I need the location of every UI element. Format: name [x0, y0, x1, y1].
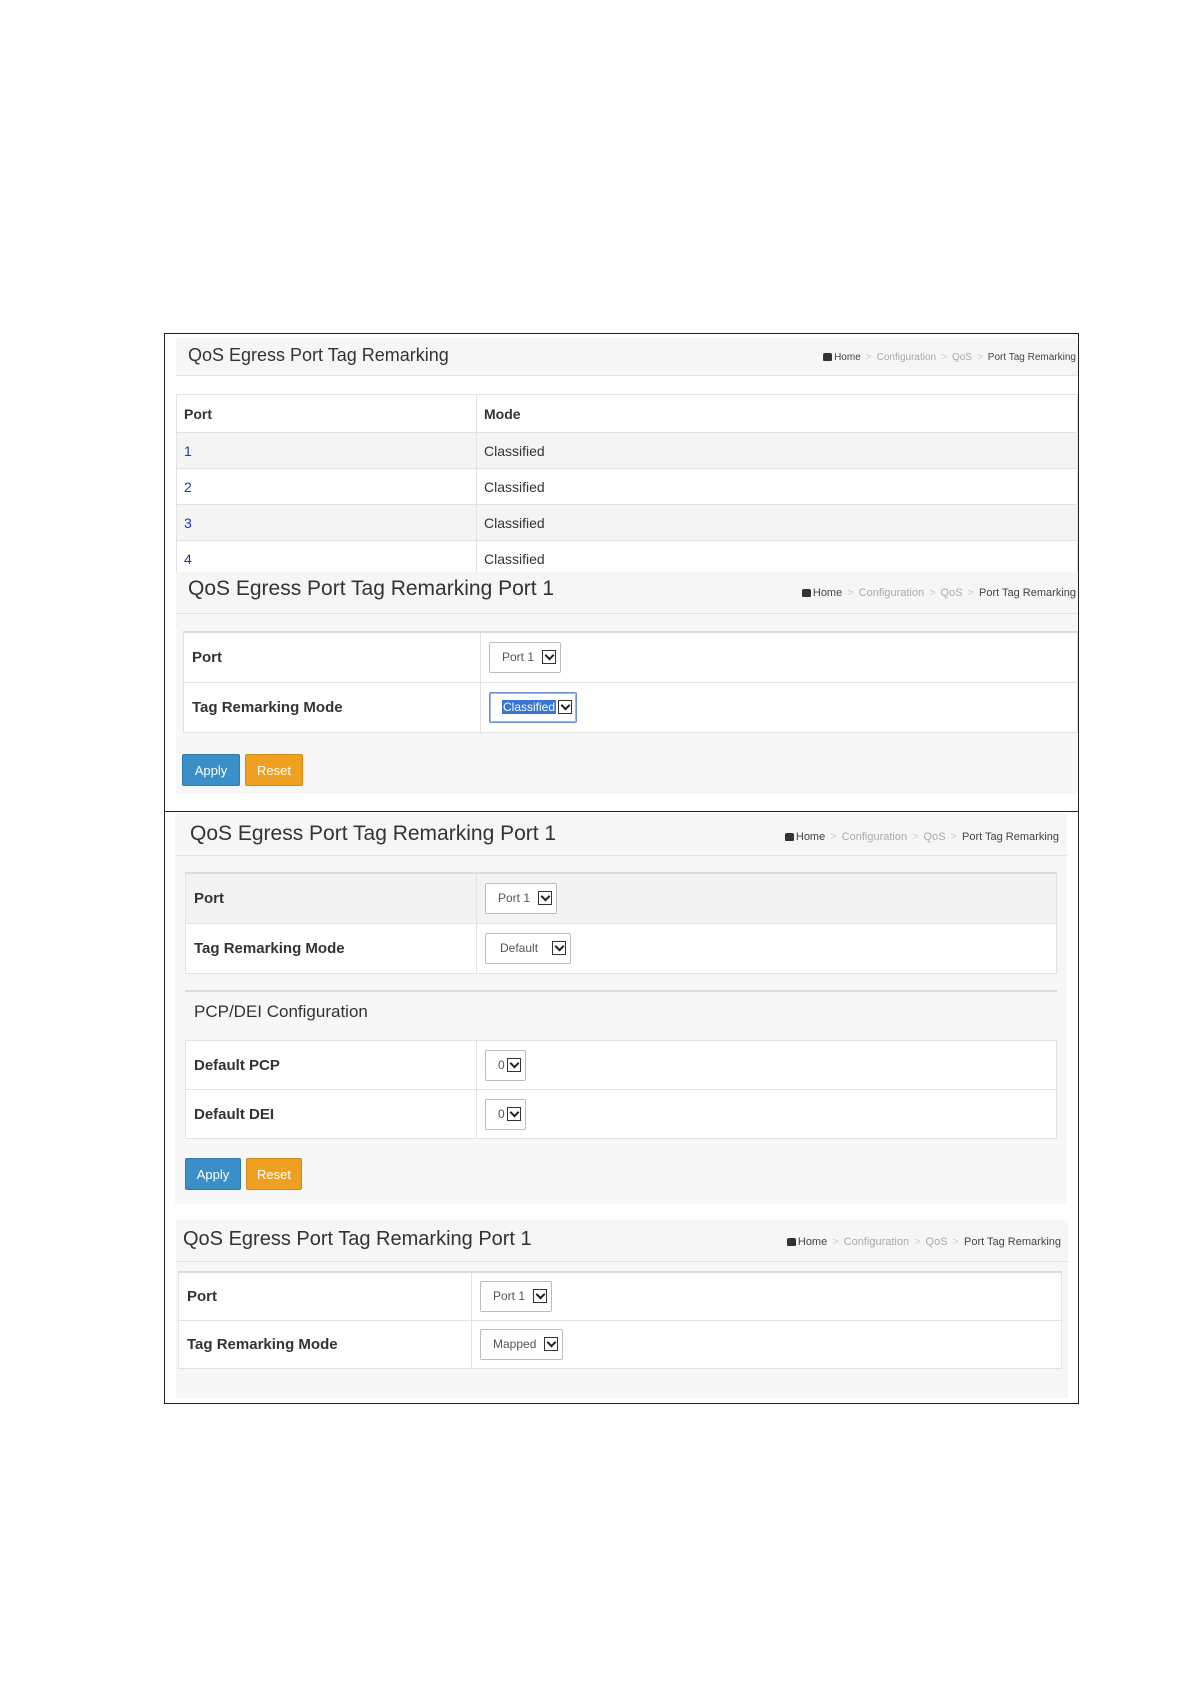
- form-row-port: [179, 1272, 1062, 1320]
- breadcrumb-qos[interactable]: QoS: [925, 1236, 948, 1248]
- port-config-form: [183, 631, 1078, 733]
- chevron-down-icon: [507, 1107, 521, 1121]
- table-row: [177, 469, 1078, 505]
- page-title: QoS Egress Port Tag Remarking Port 1: [188, 577, 555, 600]
- port-select[interactable]: [489, 642, 561, 673]
- port-select[interactable]: [485, 883, 557, 914]
- default-pcp-select[interactable]: [485, 1050, 526, 1081]
- breadcrumb-current: Port Tag Remarking: [978, 587, 1076, 599]
- apply-button[interactable]: Apply: [182, 754, 240, 786]
- pcp-dei-section-header: [185, 990, 1057, 1040]
- default-dei-select[interactable]: [485, 1099, 526, 1130]
- port-select-value: Port 1: [502, 650, 535, 665]
- apply-button[interactable]: Apply: [185, 1158, 241, 1190]
- reset-button[interactable]: Reset: [246, 1158, 302, 1190]
- port-link[interactable]: 4: [184, 550, 192, 567]
- port-config-panel-mapped: [176, 1220, 1068, 1398]
- panel-header: [176, 1220, 1068, 1262]
- breadcrumb-separator-icon: >: [912, 831, 919, 843]
- page-title: QoS Egress Port Tag Remarking Port 1: [183, 1228, 532, 1250]
- form-row-port: [186, 873, 1057, 923]
- chevron-down-icon: [542, 650, 556, 664]
- pcp-dei-section-title: PCP/DEI Configuration: [194, 1002, 368, 1021]
- reset-button[interactable]: Reset: [245, 754, 303, 786]
- pcp-dei-form: [185, 1040, 1057, 1139]
- chevron-down-icon: [544, 1337, 558, 1351]
- form-row-default-pcp: [186, 1041, 1057, 1090]
- mode-cell: Classified: [477, 505, 1078, 541]
- breadcrumb-qos[interactable]: QoS: [951, 352, 972, 363]
- tag-remarking-mode-label: Tag Remarking Mode: [184, 682, 481, 732]
- breadcrumb-configuration[interactable]: Configuration: [858, 587, 925, 599]
- column-header-port: Port: [177, 395, 477, 433]
- breadcrumb-separator-icon: >: [832, 1236, 839, 1248]
- tag-remarking-mode-select[interactable]: [489, 692, 577, 723]
- breadcrumb-qos[interactable]: QoS: [923, 831, 946, 843]
- home-icon: [823, 353, 832, 361]
- port-config-panel-default: [175, 814, 1067, 1204]
- mode-cell: Classified: [477, 541, 1078, 577]
- mode-cell: Classified: [477, 469, 1078, 505]
- port-config-form: [185, 872, 1057, 974]
- breadcrumb-separator-icon: >: [865, 352, 872, 363]
- form-row-default-dei: [186, 1090, 1057, 1139]
- panel-header: [176, 338, 1078, 376]
- chevron-down-icon: [552, 941, 566, 955]
- default-pcp-value: 0: [498, 1058, 505, 1072]
- breadcrumb-separator-icon: >: [941, 352, 947, 363]
- breadcrumb-separator-icon: >: [830, 831, 837, 843]
- breadcrumb: [823, 352, 1076, 363]
- tag-remarking-mode-label: Tag Remarking Mode: [179, 1320, 472, 1368]
- port-config-panel-classified: [176, 572, 1078, 794]
- breadcrumb-qos[interactable]: QoS: [940, 587, 963, 599]
- breadcrumb-separator-icon: >: [952, 1236, 959, 1248]
- tag-remarking-mode-value: Classified: [503, 700, 556, 714]
- breadcrumb-current: Port Tag Remarking: [961, 831, 1059, 843]
- port-mode-table: [176, 394, 1078, 577]
- page-title: QoS Egress Port Tag Remarking Port 1: [190, 822, 557, 845]
- breadcrumb: [802, 587, 1076, 599]
- home-icon: [787, 1238, 796, 1246]
- port-select-value: Port 1: [493, 1289, 526, 1304]
- breadcrumb-home[interactable]: Home: [795, 831, 826, 843]
- table-header-row: [177, 395, 1078, 433]
- breadcrumb-home[interactable]: Home: [797, 1236, 828, 1248]
- default-dei-value: 0: [498, 1107, 505, 1121]
- form-row-mode: [186, 923, 1057, 973]
- breadcrumb-home[interactable]: Home: [812, 587, 843, 599]
- chevron-down-icon: [507, 1058, 521, 1072]
- port-link[interactable]: 1: [184, 442, 192, 459]
- form-row-mode: [179, 1320, 1062, 1368]
- mode-cell: Classified: [477, 433, 1078, 469]
- home-icon: [802, 589, 811, 597]
- breadcrumb-current: Port Tag Remarking: [963, 1236, 1061, 1248]
- table-row: [177, 505, 1078, 541]
- breadcrumb: [787, 1236, 1061, 1248]
- breadcrumb-current: Port Tag Remarking: [987, 352, 1076, 363]
- frame-divider: [164, 811, 1079, 812]
- breadcrumb-separator-icon: >: [914, 1236, 921, 1248]
- chevron-down-icon: [558, 700, 572, 714]
- breadcrumb-configuration[interactable]: Configuration: [876, 352, 937, 363]
- default-pcp-label: Default PCP: [186, 1041, 477, 1090]
- breadcrumb-separator-icon: >: [976, 352, 983, 363]
- port-select-value: Port 1: [498, 891, 531, 906]
- breadcrumb-separator-icon: >: [950, 831, 957, 843]
- port-list-panel: [176, 338, 1078, 578]
- panel-header: [175, 814, 1067, 856]
- port-link[interactable]: 2: [184, 478, 192, 495]
- breadcrumb-configuration[interactable]: Configuration: [843, 1236, 910, 1248]
- tag-remarking-mode-select[interactable]: [485, 933, 571, 964]
- home-icon: [785, 833, 794, 841]
- tag-remarking-mode-value: Default: [500, 941, 539, 955]
- breadcrumb-separator-icon: >: [967, 587, 974, 599]
- port-label: Port: [186, 873, 477, 923]
- port-label: Port: [184, 632, 481, 682]
- port-config-form: [178, 1271, 1062, 1369]
- port-select[interactable]: [480, 1281, 552, 1312]
- form-row-port: [184, 632, 1078, 682]
- table-row: [177, 433, 1078, 469]
- page-title: QoS Egress Port Tag Remarking: [188, 345, 449, 365]
- port-label: Port: [179, 1272, 472, 1320]
- tag-remarking-mode-value: Mapped: [493, 1337, 537, 1351]
- chevron-down-icon: [533, 1289, 547, 1303]
- breadcrumb-separator-icon: >: [929, 587, 936, 599]
- breadcrumb-separator-icon: >: [847, 587, 854, 599]
- breadcrumb-configuration[interactable]: Configuration: [841, 831, 908, 843]
- breadcrumb: [785, 831, 1059, 843]
- tag-remarking-mode-select[interactable]: [480, 1329, 563, 1360]
- default-dei-label: Default DEI: [186, 1090, 477, 1139]
- tag-remarking-mode-label: Tag Remarking Mode: [186, 923, 477, 973]
- column-header-mode: Mode: [477, 395, 1078, 433]
- port-link[interactable]: 3: [184, 514, 192, 531]
- panel-header: [176, 572, 1078, 614]
- breadcrumb-home[interactable]: Home: [834, 352, 861, 363]
- form-row-mode: [184, 682, 1078, 732]
- chevron-down-icon: [538, 891, 552, 905]
